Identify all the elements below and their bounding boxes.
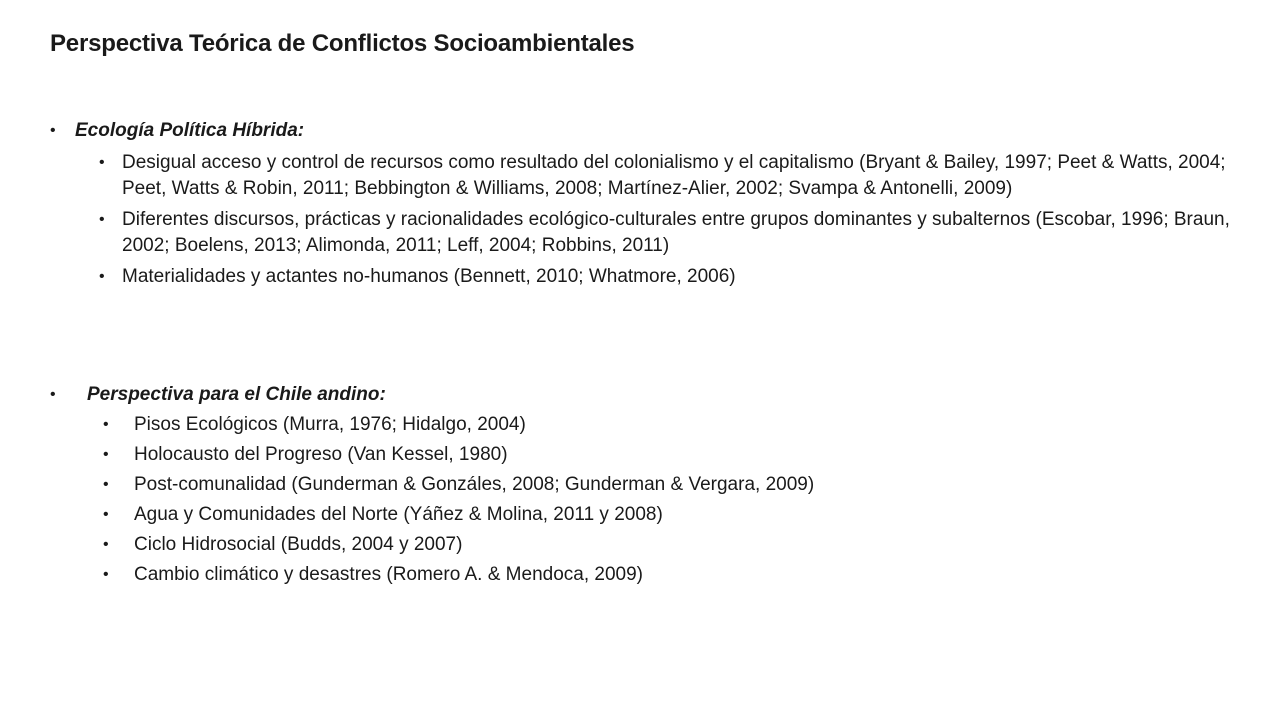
section-heading-text: Ecología Política Híbrida: (75, 120, 305, 141)
list-item-text: Desigual acceso y control de recursos como resultado del colonialismo y el capitalismo (Bryant & Bailey, 1997; Peet & Watts, 2004; Peet, Watts & Robin, 2011; Bebbington & Williams, 2008; Martínez-Alier, 2002; Svampa & Antonelli, 2009) (122, 152, 1226, 199)
list-item (50, 472, 1240, 498)
list-item-text: Cambio climático y desastres (Romero A. & Mendoca, 2009) (134, 564, 643, 585)
list-item (50, 207, 1240, 259)
bullet-icon: • (99, 154, 105, 171)
section-heading-text: Perspectiva para el Chile andino: (87, 384, 386, 405)
list-item (50, 502, 1240, 528)
bullet-icon: • (50, 386, 56, 403)
list-item-text: Agua y Comunidades del Norte (Yáñez & Molina, 2011 y 2008) (134, 504, 663, 525)
list-item-text: Holocausto del Progreso (Van Kessel, 1980) (134, 444, 508, 465)
section-heading (50, 118, 1240, 144)
bullet-icon: • (103, 566, 109, 583)
list-item-text: Pisos Ecológicos (Murra, 1976; Hidalgo, 2004) (134, 414, 526, 435)
bullet-icon: • (103, 416, 109, 433)
bullet-icon: • (99, 268, 105, 285)
bullet-icon: • (50, 122, 56, 139)
section-ecologia-politica (50, 118, 1240, 290)
list-item (50, 532, 1240, 558)
sub-bullet-list (50, 150, 1240, 290)
list-item (50, 264, 1240, 290)
list-item (50, 150, 1240, 202)
bullet-icon: • (103, 476, 109, 493)
bullet-icon: • (103, 536, 109, 553)
list-item-text: Post-comunalidad (Gunderman & Gonzáles, 2008; Gunderman & Vergara, 2009) (134, 474, 815, 495)
list-item (50, 442, 1240, 468)
section-chile-andino (50, 382, 1240, 588)
section-heading (50, 382, 1240, 408)
list-item-text: Materialidades y actantes no-humanos (Bennett, 2010; Whatmore, 2006) (122, 266, 736, 287)
list-item-text: Diferentes discursos, prácticas y racionalidades ecológico-culturales entre grupos dominantes y subalternos (Escobar, 1996; Braun, 2002; Boelens, 2013; Alimonda, 2011; Leff, 2004; Robbins, 2011) (122, 209, 1230, 256)
list-item-text: Ciclo Hidrosocial (Budds, 2004 y 2007) (134, 534, 463, 555)
bullet-icon: • (103, 506, 109, 523)
list-item (50, 562, 1240, 588)
sub-bullet-list (50, 412, 1240, 588)
bullet-icon: • (103, 446, 109, 463)
slide-title: Perspectiva Teórica de Conflictos Socioambientales (50, 30, 635, 57)
list-item (50, 412, 1240, 438)
bullet-icon: • (99, 211, 105, 228)
